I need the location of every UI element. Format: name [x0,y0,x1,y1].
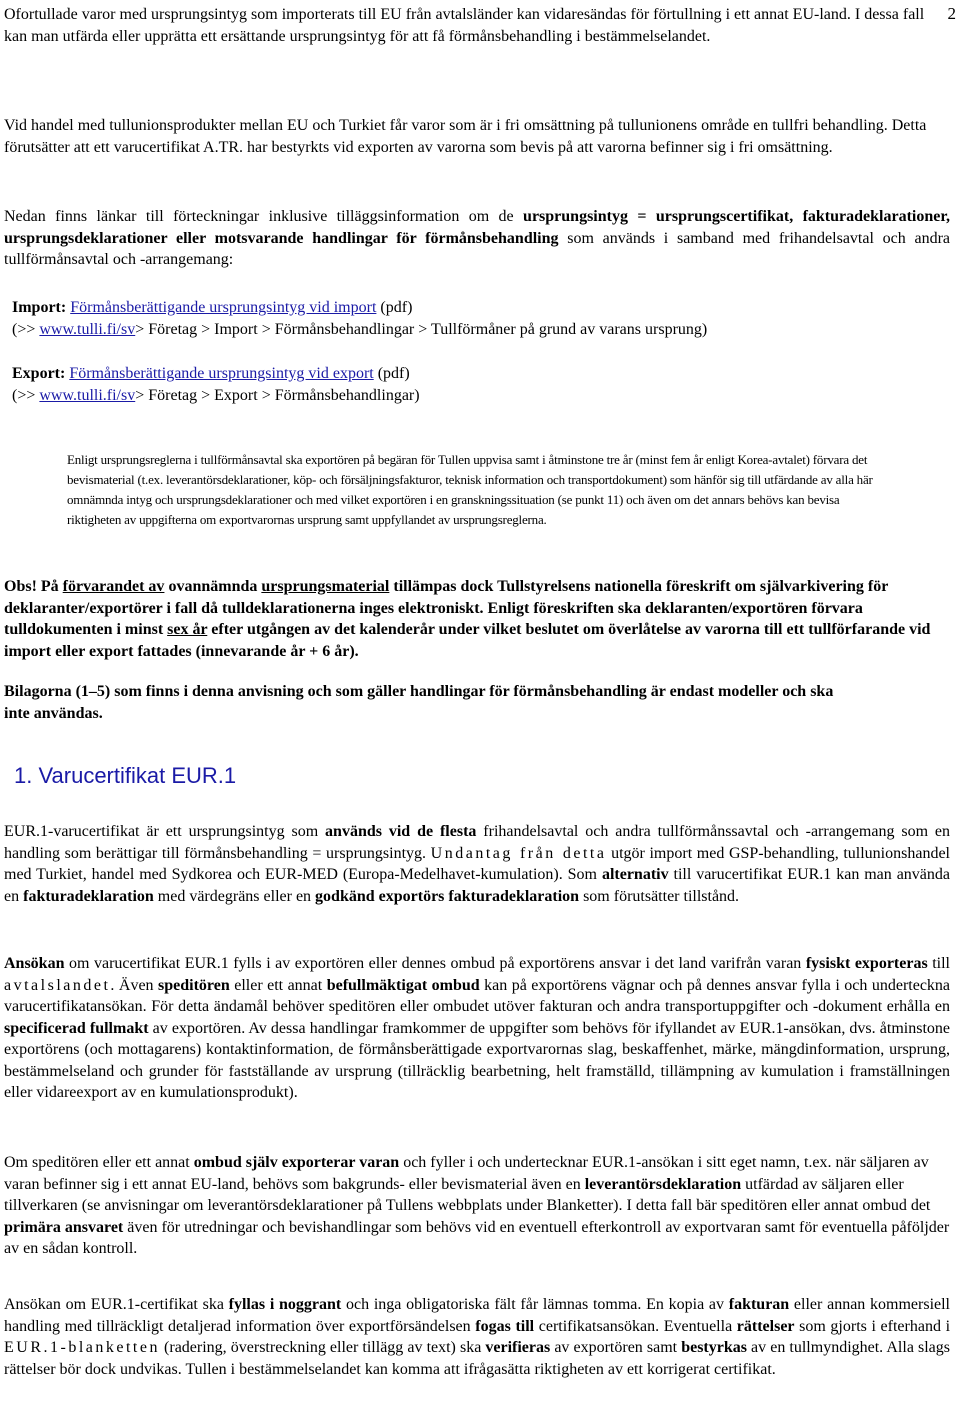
import-path [12,319,958,341]
path-prefix: (>> [12,386,40,404]
text-run-underlined: ursprungsmaterial [261,578,390,595]
paragraph-ombud [4,1152,950,1260]
text-run: som gjorts i efterhand i [794,1317,951,1335]
paragraph-ofortullade [4,4,950,47]
paragraph-text: Vid handel med tullunionsprodukter mellan EU och Turkiet får varor som är i fri omsättning på tullunionens område en tullfri behandling. Detta förutsätter att ett varucertifikat A.TR. har bestyrkts vid exporten av varorna som bevis på att varorna befinner sig i fri omsättning. [4,117,927,156]
paragraph-text [4,821,950,907]
section-number: 1. [14,763,33,788]
paragraph-ansokan [4,953,950,1104]
pdf-suffix: (pdf) [373,365,410,382]
text-run-bold: ombud själv exporterar varan [193,1154,400,1171]
text-run-bold: fakturan [728,1296,790,1313]
export-line [12,363,958,385]
section-title [14,763,960,789]
paragraph-text [4,206,950,271]
text-run-bold: rättelser [736,1317,795,1335]
text-run-spaced: avtalslandet [4,976,111,994]
text-run: av exportören samt [550,1339,682,1356]
text-run-bold: fogas till [475,1317,535,1335]
paragraph-text [4,1294,950,1380]
section-title-text: Varucertifikat EUR.1 [38,763,237,788]
paragraph-lankar [4,206,950,271]
import-pdf-link[interactable]: Förmånsberättigande ursprungsintyg vid import [70,299,377,316]
note-text: Enligt ursprungsreglerna i tullförmånsavtal ska exportören på begäran för Tullen uppvisa samt i åtminstone tre år (minst fem år enligt Korea-avtalet) förvara det bevismaterial (t.ex. leverantörsdeklarationer, köp- och försäljningsfakturor, teknisk information och transportdokument) som hänför sig till utfärdande av alla här omnämnda intyg och ursprungsdeklarationer och med vilket exportören i en granskningssituation (se punkt 11) och även om det annars behövs kan bevisa riktigheten av uppgifterna om exportvarornas ursprung samt uppfyllandet av ursprungsreglerna. [67,452,873,527]
text-run-bold: fysiskt exporteras [805,955,928,972]
text-run: Ansökan om EUR.1-certifikat ska [4,1296,229,1313]
text-run-spaced: EUR.1-blanketten [4,1339,160,1356]
text-run: . Även [110,976,159,994]
paragraph-text [4,953,950,1104]
export-path [12,385,958,407]
text-run: tillämpas dock Tullstyrelsens nationella föreskrift om självarkivering för deklaranter/exportörer i fall då tulldeklarationerna inges elektroniskt. Enligt föreskriften ska deklaranten/exportören förvara tulldokumenten i minst [4,578,889,638]
paragraph-eur1 [4,821,950,907]
text-run-spaced: Undantag från detta [430,844,607,862]
text-run: Nedan finns länkar till förteckningar inklusive tilläggsinformation om de [4,208,524,225]
text-run-bold: primära ansvaret [4,1218,124,1236]
text-run-bold: används vid de flesta [325,823,477,840]
bilagor-text: Bilagorna (1–5) som finns i denna anvisning och som gäller handlingar för förmånsbehandling är endast modeller och ska inte användas. [4,683,834,722]
text-run: kan på exportörens vägnar och på dennes ansvar fylla i och underteckna varucertifikatansökan. För detta ändamål behöver speditören eller ombudet utöver fakturan och andra transportuppgifter och -dokument erhålla en [4,976,951,1015]
text-run: Obs! På [4,578,63,595]
text-run-underlined: sex år [167,621,208,638]
path-text: > Företag > Export > Förmånsbehandlingar) [135,386,420,404]
obs-text [4,576,950,662]
text-run: om varucertifikat EUR.1 fylls i av exportören eller dennes ombud på exportörens ansvar i det land varifrån varan [64,955,806,972]
path-prefix: (>> [12,320,40,338]
text-run-underlined: förvarandet av [62,578,165,595]
obs-paragraph [4,576,950,662]
tulli-site-link[interactable]: www.tulli.fi/sv [39,386,136,404]
text-run: frihandelsavtal och andra tullförmånssavtal och -arrangemang som en handling som berättigar till förmånsbehandling = ursprungsintyg. [4,823,951,862]
text-run: (radering, överstreckning eller tillägg av text) ska [159,1339,486,1356]
text-run: Om speditören eller ett annat [4,1154,194,1171]
text-run-bold: Ansökan [4,955,65,972]
bilagor-paragraph [4,681,844,724]
text-run-bold: fyllas i noggrant [228,1296,342,1313]
text-run: eller annan kommersiell handling med tillräckligt detaljerad information över exportförsändelsen [4,1296,951,1335]
text-run: efter utgången av det kalenderår under vilket beslutet om överlåtelse av varorna till ett tullförfarande vid import eller export fattades (innevarande år + 6 år). [4,621,931,660]
text-run-bold: bestyrkas [681,1339,747,1356]
export-pdf-link[interactable]: Förmånsberättigande ursprungsintyg vid export [69,365,374,382]
text-run: certifikatsansökan. Eventuella [534,1317,737,1335]
text-run-bold: ursprungsintyg = ursprungscertifikat, fakturadeklarationer, ursprungsdeklarationer eller motsvarande handlingar för förmånsbehandling [4,208,950,247]
text-run: som förutsätter tillstånd. [579,887,740,905]
text-run: till [927,955,950,972]
text-run-bold: leverantörsdeklaration [584,1175,742,1193]
paragraph-text [4,1152,950,1260]
paragraph-turkiet [4,115,950,158]
text-run: av en tullmyndighet. Alla slags rättelser bör dock undvikas. Tullen i bestämmelselandet kan komma att ifrågasätta riktigheten av ett korrigerat certifikat. [4,1339,951,1378]
text-run: till varucertifikat EUR.1 kan man använda en [4,866,951,905]
small-note [4,450,950,530]
import-label: Import: [12,299,67,316]
text-run: av exportören. Av dessa handlingar framkommer de uppgifter som behövs för ifyllandet av EUR.1-ansökan, dvs. åtminstone exportörens (och mottagarens) kontaktinformation, de förmånsberättigade exportvarornas slag, beskaffenhet, märke, mängdinformation, ursprung, bestämmelseland och grunder för fastställande av ursprung (tillräcklig bearbetning, helt framställd, tillämpning av kumulation i framställningen eller vidareexport av en kumulationsprodukt). [4,1019,950,1101]
text-run: och inga obligatoriska fält får lämnas tomma. En kopia av [341,1296,729,1313]
text-run-bold: godkänd exportörs fakturadeklaration [315,887,580,905]
text-run: ovannämnda [164,578,262,595]
text-run-bold: specificerad fullmakt [4,1019,149,1037]
text-run: och fyller i och undertecknar EUR.1-ansökan i sitt eget namn, t.ex. när säljaren av varan befinner sig i ett annat EU-land, behövs som bakgrunds- eller bevismaterial även en [4,1154,929,1193]
pdf-suffix: (pdf) [376,299,413,316]
text-run-bold: verifieras [485,1339,551,1356]
text-run: EUR.1-varucertifikat är ett ursprungsintyg som [4,823,326,840]
text-run: med värdegräns eller en [153,887,316,905]
page-number: 2 [947,4,956,23]
text-run-bold: fakturadeklaration [23,887,154,905]
text-run: utgör import med GSP-behandling, tullunionshandel med Turkiet, handel med Sydkorea och EUR-MED (Europa-Medelhavet-kumulation). Som [4,844,950,883]
section-heading [14,763,960,789]
text-run: eller ett annat [229,976,327,994]
text-run: som används i samband med frihandelsavtal och andra tullförmånsavtal och -arrangemang: [4,229,951,268]
import-line [12,297,958,319]
paragraph-text: Ofortullade varor med ursprungsintyg som importerats till EU från avtalsländer kan vidaresändas för förtullning i ett annat EU-land. I dessa fall kan man utfärda eller upprätta ett ersättande ursprungsintyg för att få förmånsbehandling i bestämmelselandet. [4,6,925,45]
text-run: utfärdad av säljaren eller tillverkaren (se anvisningar om leverantörsdeklarationer på Tullens webbplats under Blanketter). I detta fall bär speditören eller annat ombud det [4,1175,931,1214]
paragraph-noggrant [4,1294,950,1380]
export-links [12,363,958,406]
text-run-bold: befullmäktigat ombud [326,976,480,994]
text-run: även för utredningar och bevishandlingar som behövs vid en eventuell efterkontroll av exportvaran samt för eventuella påföljder av en sådan kontroll. [4,1218,950,1257]
path-text: > Företag > Import > Förmånsbehandlingar > Tullförmåner på grund av varans ursprung) [135,320,708,338]
tulli-site-link[interactable]: www.tulli.fi/sv [39,320,136,338]
text-run-bold: alternativ [601,866,669,883]
import-links [12,297,958,340]
text-run-bold: speditören [158,976,230,994]
export-label: Export: [12,365,66,382]
